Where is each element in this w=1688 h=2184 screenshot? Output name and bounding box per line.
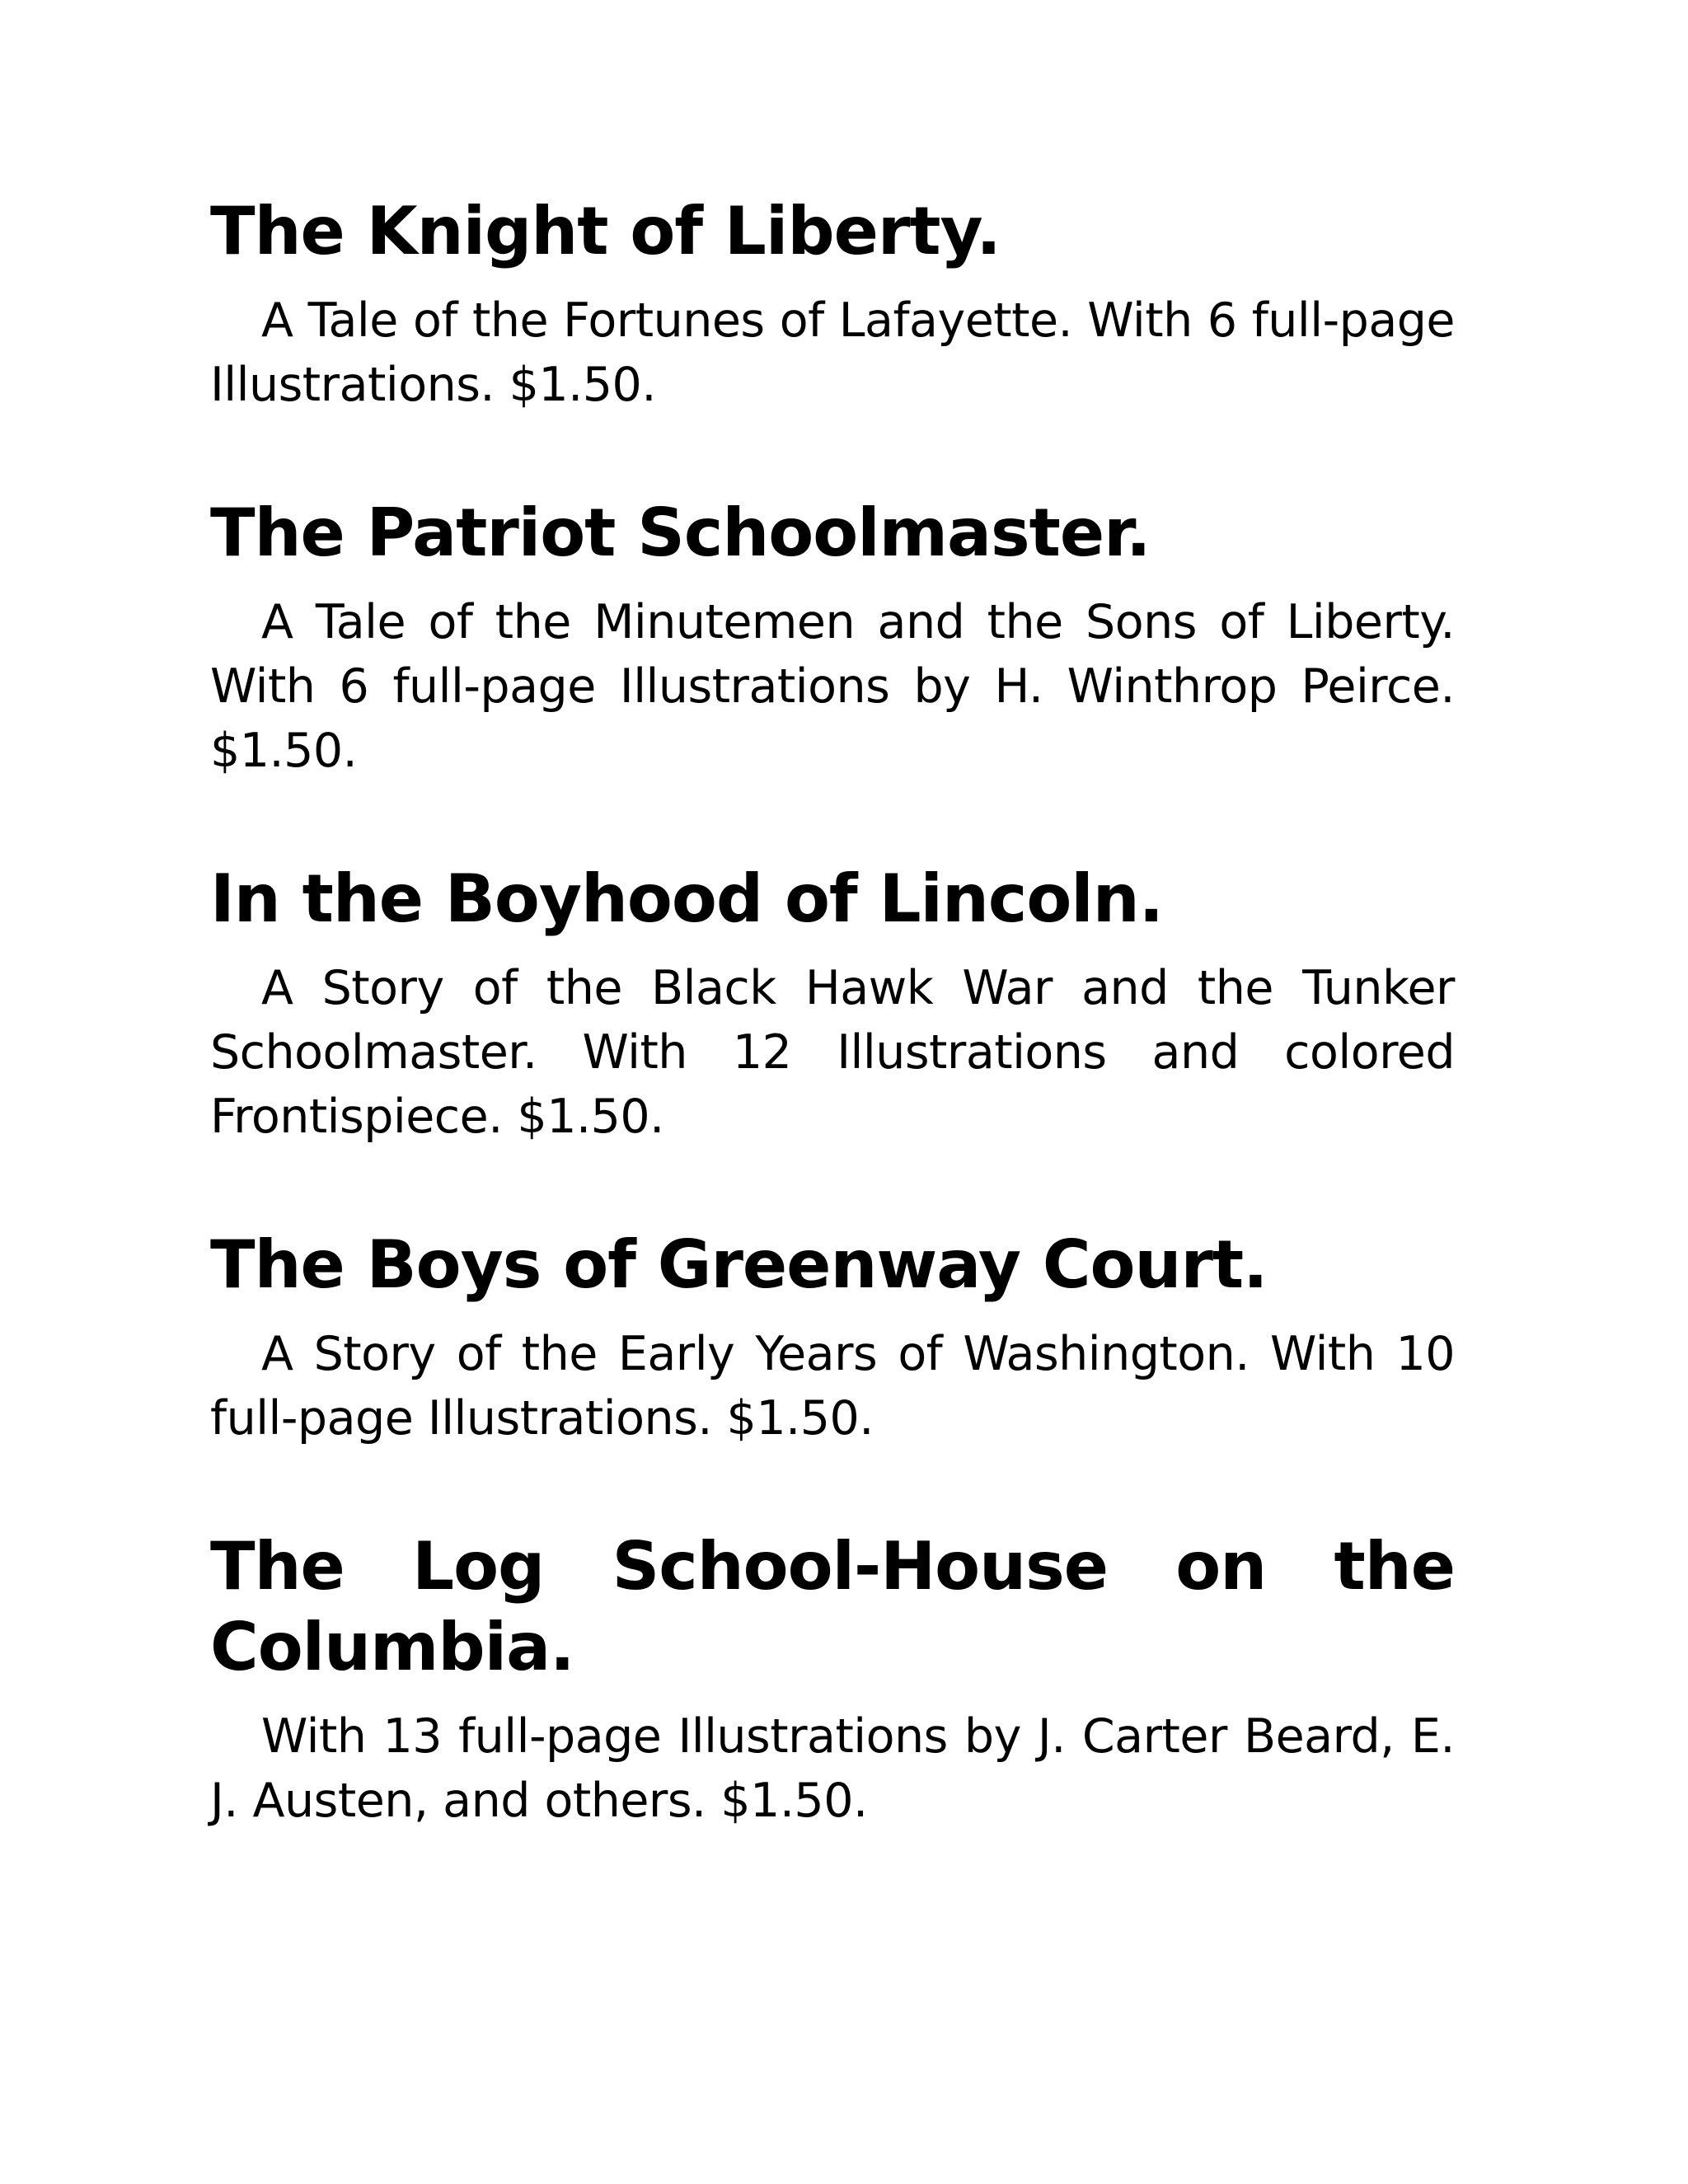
- book-title: In the Boyhood of Lincoln.: [210, 860, 1164, 937]
- book-title: The Boys of Greenway Court.: [210, 1226, 1268, 1303]
- book-description: A Story of the Early Years of Washington. With 10 full-page Illustrations. $1.50.: [210, 1327, 1455, 1446]
- book-description: A Story of the Black Hawk War and the Tunker Schoolmaster. With 12 Illustrations and colored Frontispiece. $1.50.: [210, 961, 1455, 1144]
- book-title: The Patriot Schoolmaster.: [210, 494, 1151, 571]
- book-description: With 13 full-page Illustrations by J. Carter Beard, E. J. Austen, and others. $1.50.: [210, 1709, 1455, 1828]
- book-title: The Knight of Liberty.: [210, 193, 1001, 269]
- book-description: A Tale of the Minutemen and the Sons of Liberty. With 6 full-page Illustrations by H. Winthrop Peirce. $1.50.: [210, 595, 1455, 778]
- book-title: The Log School-House on the Columbia.: [210, 1528, 1455, 1685]
- book-list: [210, 191, 1455, 1909]
- book-entry: [210, 859, 1455, 1149]
- book-entry: [210, 191, 1455, 417]
- book-description: A Tale of the Fortunes of Lafayette. With 6 full-page Illustrations. $1.50.: [210, 293, 1455, 412]
- book-entry: [210, 1526, 1455, 1833]
- book-entry: [210, 493, 1455, 783]
- book-entry: [210, 1225, 1455, 1451]
